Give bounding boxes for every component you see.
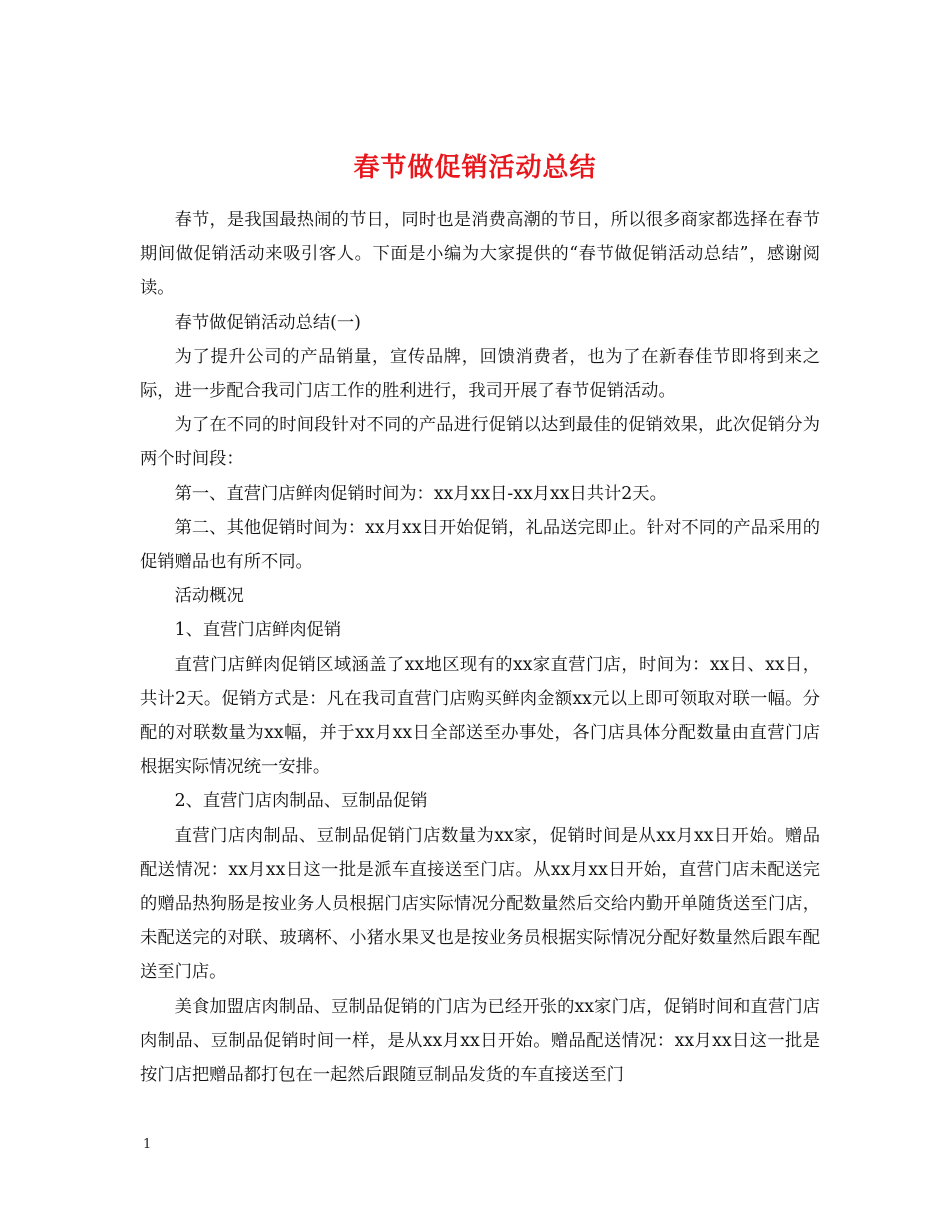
section-heading-overview: 活动概况	[174, 586, 244, 607]
paragraph-purpose: 为了提升公司的产品销量，宣传品牌，回馈消费者，也为了在新春佳节即将到来之际，进一步配合我司门店工作的胜利进行，我司开展了春节促销活动。	[140, 346, 820, 402]
page-number: 1	[143, 1137, 152, 1152]
paragraph-fresh-meat: 直营门店鲜肉促销区域涵盖了xx地区现有的xx家直营门店，时间为：xx日、xx日，共计2天。促销方式是：凡在我司直营门店购买鲜肉金额xx元以上即可领取对联一幅。分配的对联数量为xx幅，并于xx月xx日全部送至办事处，各门店具体分配数量由直营门店根据实际情况统一安排。	[140, 654, 820, 778]
paragraph-period-second: 第二、其他促销时间为：xx月xx日开始促销，礼品送完即止。针对不同的产品采用的促销赠品也有所不同。	[140, 517, 820, 573]
paragraph-period-first: 第一、直营门店鲜肉促销时间为：xx月xx日-xx月xx日共计2天。	[174, 483, 667, 504]
paragraph-intro: 春节，是我国最热闹的节日，同时也是消费高潮的节日，所以很多商家都选择在春节期间做促销活动来吸引客人。下面是小编为大家提供的“春节做促销活动总结”，感谢阅读。	[140, 210, 820, 299]
subheading-fresh-meat: 1、直营门店鲜肉促销	[174, 620, 342, 641]
section-heading-summary-1: 春节做促销活动总结(一)	[174, 312, 361, 333]
document-title: 春节做促销活动总结	[353, 153, 597, 184]
paragraph-meat-bean-products: 直营门店肉制品、豆制品促销门店数量为xx家，促销时间是从xx月xx日开始。赠品配送情况：xx月xx日这一批是派车直接送至门店。从xx月xx日开始，直营门店未配送完的赠品热狗肠是按业务人员根据门店实际情况分配数量然后交给内勤开单随货送至门店，未配送完的对联、玻璃杯、小猪水果叉也是按业务员根据实际情况分配好数量然后跟车配送至门店。	[140, 825, 820, 983]
paragraph-franchise-stores: 美食加盟店肉制品、豆制品促销的门店为已经开张的xx家门店，促销时间和直营门店肉制品、豆制品促销时间一样，是从xx月xx日开始。赠品配送情况：xx月xx日这一批是按门店把赠品都打包在一起然后跟随豆制品发货的车直接送至门	[140, 996, 820, 1086]
document-body	[140, 203, 820, 1092]
paragraph-time-periods: 为了在不同的时间段针对不同的产品进行促销以达到最佳的促销效果，此次促销分为两个时间段：	[140, 415, 820, 470]
subheading-meat-bean-products: 2、直营门店肉制品、豆制品促销	[174, 791, 428, 812]
